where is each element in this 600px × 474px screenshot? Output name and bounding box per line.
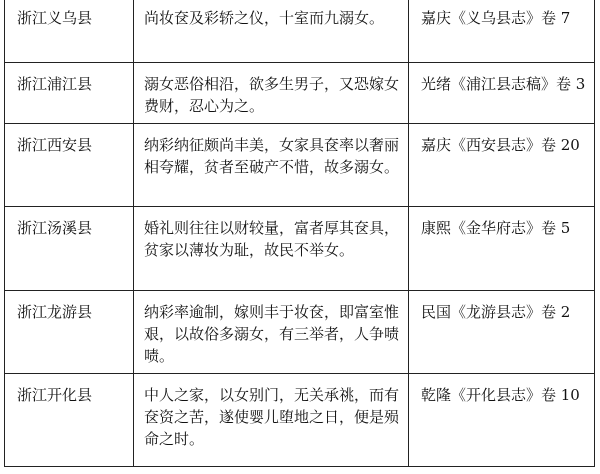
source-citation-cell: 康熙《金华府志》卷 5 bbox=[409, 207, 595, 291]
table-row bbox=[5, 291, 595, 374]
custom-description-cell: 中人之家，以女别门，无关承祧，而有奁资之苦，遂使婴儿堕地之日，便是殒命之时。 bbox=[134, 374, 409, 467]
table-row bbox=[5, 207, 595, 291]
source-citation-cell: 嘉庆《义乌县志》卷 7 bbox=[409, 0, 595, 63]
table-row bbox=[5, 374, 595, 467]
custom-description-cell: 纳彩纳征颇尚丰美，女家具奁率以奢丽相夸耀，贫者至破产不惜，故多溺女。 bbox=[134, 124, 409, 207]
custom-description-cell: 纳彩率逾制，嫁则丰于妆奁，即富室惟艰，以故俗多溺女，有三举者，人争啧啧。 bbox=[134, 291, 409, 374]
source-citation-cell: 民国《龙游县志》卷 2 bbox=[409, 291, 595, 374]
county-cell: 浙江开化县 bbox=[5, 374, 134, 467]
source-citation-cell: 乾隆《开化县志》卷 10 bbox=[409, 374, 595, 467]
dowry-infanticide-table bbox=[4, 0, 595, 467]
custom-description-cell: 溺女恶俗相沿，欲多生男子，又恐嫁女费财，忍心为之。 bbox=[134, 63, 409, 124]
county-cell: 浙江义乌县 bbox=[5, 0, 134, 63]
table-row bbox=[5, 124, 595, 207]
county-cell: 浙江龙游县 bbox=[5, 291, 134, 374]
table-row bbox=[5, 0, 595, 63]
county-cell: 浙江汤溪县 bbox=[5, 207, 134, 291]
county-cell: 浙江浦江县 bbox=[5, 63, 134, 124]
source-citation-cell: 光绪《浦江县志稿》卷 3 bbox=[409, 63, 595, 124]
table-row bbox=[5, 63, 595, 124]
source-citation-cell: 嘉庆《西安县志》卷 20 bbox=[409, 124, 595, 207]
custom-description-cell: 婚礼则往往以财较量，富者厚其奁具，贫家以薄妆为耻，故民不举女。 bbox=[134, 207, 409, 291]
county-cell: 浙江西安县 bbox=[5, 124, 134, 207]
custom-description-cell: 尚妆奁及彩轿之仪，十室而九溺女。 bbox=[134, 0, 409, 63]
